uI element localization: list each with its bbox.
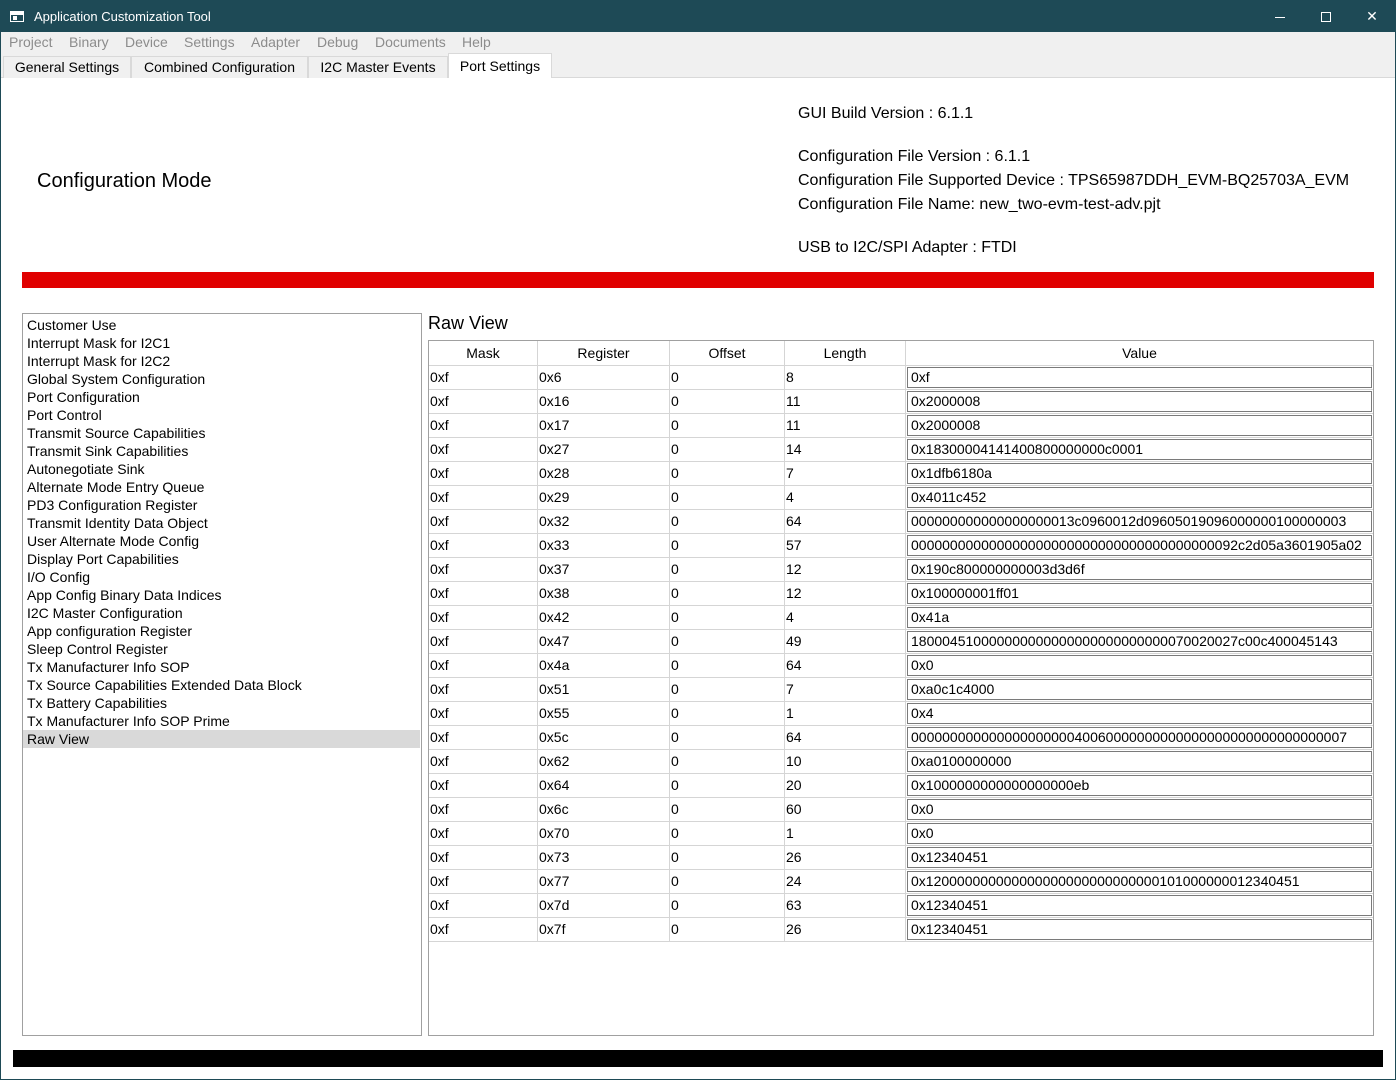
register-list[interactable] — [22, 313, 422, 1036]
window-title: Application Customization Tool — [34, 9, 211, 24]
value-cell — [906, 726, 1373, 750]
offset-cell: 0 — [670, 558, 785, 582]
value-input[interactable] — [907, 631, 1372, 652]
value-text: 0x12340451 — [911, 849, 989, 865]
table-row[interactable] — [429, 774, 1373, 798]
length-cell: 7 — [785, 462, 906, 486]
offset-cell: 0 — [670, 702, 785, 726]
list-item[interactable]: Interrupt Mask for I2C2 — [27, 353, 171, 369]
register-cell: 0x51 — [538, 678, 670, 702]
offset-cell: 0 — [670, 678, 785, 702]
length-cell: 60 — [785, 798, 906, 822]
value-text: 0x2000008 — [911, 393, 981, 409]
value-cell — [906, 750, 1373, 774]
length-cell: 7 — [785, 678, 906, 702]
register-cell: 0x5c — [538, 726, 670, 750]
offset-cell: 0 — [670, 582, 785, 606]
mask-cell: 0xf — [429, 798, 538, 822]
length-cell: 11 — [785, 414, 906, 438]
minimize-icon — [1275, 17, 1285, 18]
length-cell: 1 — [785, 822, 906, 846]
offset-cell: 0 — [670, 846, 785, 870]
value-cell — [906, 558, 1373, 582]
register-cell: 0x38 — [538, 582, 670, 606]
offset-cell: 0 — [670, 894, 785, 918]
mask-cell: 0xf — [429, 462, 538, 486]
length-cell: 12 — [785, 582, 906, 606]
column-header-value[interactable]: Value — [906, 341, 1373, 366]
length-cell: 49 — [785, 630, 906, 654]
port-settings-panel — [2, 78, 1395, 1079]
value-text: 000000000000000000000000000000000000000092c2d05a3601905a02 — [911, 537, 1362, 553]
table-row[interactable] — [429, 870, 1373, 894]
offset-cell: 0 — [670, 438, 785, 462]
mask-cell: 0xf — [429, 822, 538, 846]
value-text: 0x1000000000000000000eb — [911, 777, 1090, 793]
length-cell: 4 — [785, 606, 906, 630]
length-cell: 11 — [785, 390, 906, 414]
register-cell: 0x47 — [538, 630, 670, 654]
register-cell: 0x70 — [538, 822, 670, 846]
list-item[interactable]: Transmit Sink Capabilities — [27, 443, 189, 459]
close-icon: ✕ — [1366, 8, 1378, 24]
list-item[interactable]: Transmit Source Capabilities — [27, 425, 206, 441]
tab-bar — [1, 53, 1395, 78]
mask-cell: 0xf — [429, 678, 538, 702]
value-text: 0x0 — [911, 801, 934, 817]
value-cell — [906, 798, 1373, 822]
value-text: 180004510000000000000000000000000070020027c00c400045143 — [911, 633, 1338, 649]
offset-cell: 0 — [670, 750, 785, 774]
value-input[interactable] — [907, 679, 1372, 700]
register-cell: 0x4a — [538, 654, 670, 678]
adapter-info: USB to I2C/SPI Adapter : FTDI — [798, 239, 1017, 256]
value-cell — [906, 654, 1373, 678]
value-input[interactable] — [907, 607, 1372, 628]
value-cell — [906, 702, 1373, 726]
offset-cell: 0 — [670, 606, 785, 630]
offset-cell: 0 — [670, 774, 785, 798]
mask-cell: 0xf — [429, 654, 538, 678]
menu-settings[interactable]: Settings — [184, 34, 235, 50]
value-input[interactable] — [907, 415, 1372, 436]
value-cell — [906, 534, 1373, 558]
value-cell — [906, 462, 1373, 486]
menu-adapter[interactable]: Adapter — [251, 34, 301, 50]
table-row[interactable] — [429, 414, 1373, 438]
app-window-icon — [10, 11, 24, 22]
table-row[interactable] — [429, 558, 1373, 582]
list-item[interactable]: I2C Master Configuration — [27, 605, 183, 621]
register-cell: 0x73 — [538, 846, 670, 870]
value-input[interactable] — [907, 487, 1372, 508]
list-item[interactable]: Customer Use — [27, 317, 117, 333]
offset-cell: 0 — [670, 654, 785, 678]
register-cell: 0x16 — [538, 390, 670, 414]
register-cell: 0x42 — [538, 606, 670, 630]
value-input[interactable] — [907, 847, 1372, 868]
list-item[interactable]: I/O Config — [27, 569, 91, 585]
register-cell: 0x33 — [538, 534, 670, 558]
length-cell: 64 — [785, 654, 906, 678]
value-cell — [906, 846, 1373, 870]
mask-cell: 0xf — [429, 366, 538, 390]
value-cell — [906, 630, 1373, 654]
value-text: 0x41a — [911, 609, 950, 625]
register-cell: 0x77 — [538, 870, 670, 894]
register-cell: 0x62 — [538, 750, 670, 774]
list-item[interactable]: Transmit Identity Data Object — [27, 515, 208, 531]
length-cell: 64 — [785, 726, 906, 750]
register-cell: 0x32 — [538, 510, 670, 534]
register-cell: 0x6 — [538, 366, 670, 390]
table-row[interactable] — [429, 702, 1373, 726]
value-input[interactable] — [907, 511, 1372, 532]
mask-cell: 0xf — [429, 510, 538, 534]
mask-cell: 0xf — [429, 414, 538, 438]
title-bar — [1, 1, 1395, 32]
list-item[interactable]: App Config Binary Data Indices — [27, 587, 222, 603]
raw-view-title: Raw View — [428, 313, 508, 333]
column-header-length[interactable]: Length — [785, 341, 906, 366]
value-input[interactable] — [907, 799, 1372, 820]
value-text: 0x100000001ff01 — [911, 585, 1019, 601]
value-text: 0x18300004141400800000000c0001 — [911, 441, 1144, 457]
value-cell — [906, 438, 1373, 462]
tab-i2c-master-events[interactable]: I2C Master Events — [308, 56, 448, 79]
table-row[interactable] — [429, 462, 1373, 486]
column-header-mask[interactable]: Mask — [429, 341, 538, 366]
list-item[interactable]: Autonegotiate Sink — [27, 461, 145, 477]
maximize-icon — [1321, 12, 1331, 22]
table-row[interactable] — [429, 798, 1373, 822]
value-text: 0x190c800000000003d3d6f — [911, 561, 1085, 577]
raw-view-table — [428, 340, 1374, 1036]
table-row[interactable] — [429, 678, 1373, 702]
register-cell: 0x64 — [538, 774, 670, 798]
value-cell — [906, 774, 1373, 798]
offset-cell: 0 — [670, 822, 785, 846]
value-text: 0x1dfb6180a — [911, 465, 992, 481]
value-input[interactable] — [907, 703, 1372, 724]
tab-combined-configuration[interactable]: Combined Configuration — [131, 56, 308, 79]
mask-cell: 0xf — [429, 438, 538, 462]
list-item[interactable]: Interrupt Mask for I2C1 — [27, 335, 171, 351]
list-item[interactable]: Global System Configuration — [27, 371, 206, 387]
menu-documents[interactable]: Documents — [375, 34, 446, 50]
value-text: 000000000000000000013c0960012d09605019096000000100000003 — [911, 513, 1347, 529]
list-item[interactable]: Alternate Mode Entry Queue — [27, 479, 205, 495]
value-text: 0x2000008 — [911, 417, 981, 433]
offset-cell: 0 — [670, 534, 785, 558]
value-input[interactable] — [907, 439, 1372, 460]
value-input[interactable] — [907, 535, 1372, 556]
table-row[interactable] — [429, 750, 1373, 774]
value-input[interactable] — [907, 871, 1372, 892]
list-item[interactable]: PD3 Configuration Register — [27, 497, 198, 513]
menu-project[interactable]: Project — [9, 34, 53, 50]
list-item[interactable]: Tx Manufacturer Info SOP — [27, 659, 190, 675]
value-input[interactable] — [907, 655, 1372, 676]
table-header — [429, 341, 1373, 366]
table-row[interactable] — [429, 654, 1373, 678]
length-cell: 4 — [785, 486, 906, 510]
list-item[interactable]: Tx Battery Capabilities — [27, 695, 168, 711]
mask-cell: 0xf — [429, 558, 538, 582]
length-cell: 10 — [785, 750, 906, 774]
mask-cell: 0xf — [429, 894, 538, 918]
mask-cell: 0xf — [429, 630, 538, 654]
value-input[interactable] — [907, 919, 1372, 940]
mask-cell: 0xf — [429, 846, 538, 870]
value-text: 0x4011c452 — [911, 489, 987, 505]
config-file-version: Configuration File Version : 6.1.1 — [798, 148, 1031, 165]
list-item[interactable]: Display Port Capabilities — [27, 551, 179, 567]
minimize-button[interactable] — [1257, 1, 1303, 32]
length-cell: 1 — [785, 702, 906, 726]
value-cell — [906, 414, 1373, 438]
value-text: 0xf — [911, 369, 930, 385]
list-item[interactable]: Tx Manufacturer Info SOP Prime — [27, 713, 230, 729]
value-text: 0x12340451 — [911, 921, 989, 937]
mode-indicator-bar — [22, 272, 1374, 288]
value-cell — [906, 822, 1373, 846]
register-cell: 0x29 — [538, 486, 670, 510]
value-text: 0x120000000000000000000000000000101000000012340451 — [911, 873, 1300, 889]
gui-build-version: GUI Build Version : 6.1.1 — [798, 105, 974, 122]
offset-cell: 0 — [670, 798, 785, 822]
value-cell — [906, 366, 1373, 390]
config-file-name: Configuration File Name: new_two-evm-test-adv.pjt — [798, 196, 1161, 213]
table-row[interactable] — [429, 630, 1373, 654]
status-bar — [13, 1050, 1383, 1067]
value-cell — [906, 918, 1373, 942]
tab-general-settings[interactable]: General Settings — [3, 56, 131, 79]
menu-debug[interactable]: Debug — [317, 34, 359, 50]
offset-cell: 0 — [670, 726, 785, 750]
value-cell — [906, 486, 1373, 510]
value-text: 0x4 — [911, 705, 934, 721]
register-cell: 0x55 — [538, 702, 670, 726]
close-button[interactable] — [1349, 1, 1395, 32]
value-text: 0xa0c1c4000 — [911, 681, 995, 697]
menu-help[interactable]: Help — [462, 34, 491, 50]
length-cell: 12 — [785, 558, 906, 582]
value-cell — [906, 390, 1373, 414]
value-input[interactable] — [907, 751, 1372, 772]
offset-cell: 0 — [670, 414, 785, 438]
value-cell — [906, 582, 1373, 606]
list-item[interactable]: Raw View — [23, 730, 420, 748]
value-cell — [906, 678, 1373, 702]
length-cell: 14 — [785, 438, 906, 462]
value-cell — [906, 510, 1373, 534]
list-item[interactable]: App configuration Register — [27, 623, 192, 639]
table-row[interactable] — [429, 726, 1373, 750]
register-cell: 0x37 — [538, 558, 670, 582]
mask-cell: 0xf — [429, 726, 538, 750]
value-input[interactable] — [907, 727, 1372, 748]
value-text: 00000000000000000000040060000000000000000000000000000007 — [911, 729, 1348, 745]
value-input[interactable] — [907, 895, 1372, 916]
value-cell — [906, 606, 1373, 630]
value-input[interactable] — [907, 583, 1372, 604]
value-cell — [906, 870, 1373, 894]
length-cell: 63 — [785, 894, 906, 918]
length-cell: 64 — [785, 510, 906, 534]
offset-cell: 0 — [670, 486, 785, 510]
register-cell: 0x6c — [538, 798, 670, 822]
column-header-register[interactable]: Register — [538, 341, 670, 366]
register-cell: 0x28 — [538, 462, 670, 486]
offset-cell: 0 — [670, 918, 785, 942]
list-item[interactable]: Sleep Control Register — [27, 641, 168, 657]
table-row[interactable] — [429, 486, 1373, 510]
menu-binary[interactable]: Binary — [69, 34, 109, 50]
register-cell: 0x7d — [538, 894, 670, 918]
list-item[interactable]: Port Configuration — [27, 389, 140, 405]
table-row[interactable] — [429, 438, 1373, 462]
menu-bar — [1, 32, 1395, 53]
value-text: 0x0 — [911, 657, 934, 673]
register-cell: 0x17 — [538, 414, 670, 438]
value-input[interactable] — [907, 559, 1372, 580]
list-item[interactable]: Tx Source Capabilities Extended Data Block — [27, 677, 302, 693]
mask-cell: 0xf — [429, 870, 538, 894]
table-row[interactable] — [429, 366, 1373, 390]
value-input[interactable] — [907, 775, 1372, 796]
offset-cell: 0 — [670, 510, 785, 534]
table-row[interactable] — [429, 822, 1373, 846]
value-text: 0xa0100000000 — [911, 753, 1012, 769]
offset-cell: 0 — [670, 366, 785, 390]
mask-cell: 0xf — [429, 486, 538, 510]
table-row[interactable] — [429, 918, 1373, 942]
table-row[interactable] — [429, 510, 1373, 534]
value-input[interactable] — [907, 463, 1372, 484]
offset-cell: 0 — [670, 462, 785, 486]
table-row[interactable] — [429, 534, 1373, 558]
length-cell: 26 — [785, 918, 906, 942]
maximize-button[interactable] — [1303, 1, 1349, 32]
column-header-offset[interactable]: Offset — [670, 341, 785, 366]
length-cell: 8 — [785, 366, 906, 390]
offset-cell: 0 — [670, 390, 785, 414]
value-input[interactable] — [907, 391, 1372, 412]
mask-cell: 0xf — [429, 534, 538, 558]
mask-cell: 0xf — [429, 390, 538, 414]
list-item[interactable]: Port Control — [27, 407, 102, 423]
table-row[interactable] — [429, 846, 1373, 870]
value-input[interactable] — [907, 823, 1372, 844]
value-input[interactable] — [907, 367, 1372, 388]
value-text: 0x0 — [911, 825, 934, 841]
value-text: 0x12340451 — [911, 897, 989, 913]
table-row[interactable] — [429, 606, 1373, 630]
table-row[interactable] — [429, 894, 1373, 918]
value-cell — [906, 894, 1373, 918]
length-cell: 20 — [785, 774, 906, 798]
menu-device[interactable]: Device — [125, 34, 168, 50]
mask-cell: 0xf — [429, 582, 538, 606]
mode-title: Configuration Mode — [37, 170, 212, 192]
length-cell: 26 — [785, 846, 906, 870]
mask-cell: 0xf — [429, 750, 538, 774]
list-item[interactable]: User Alternate Mode Config — [27, 533, 199, 549]
register-cell: 0x27 — [538, 438, 670, 462]
offset-cell: 0 — [670, 630, 785, 654]
config-supported-device: Configuration File Supported Device : TPS65987DDH_EVM-BQ25703A_EVM — [798, 172, 1350, 189]
table-body — [429, 366, 1373, 942]
offset-cell: 0 — [670, 870, 785, 894]
length-cell: 57 — [785, 534, 906, 558]
mask-cell: 0xf — [429, 774, 538, 798]
register-cell: 0x7f — [538, 918, 670, 942]
table-row[interactable] — [429, 390, 1373, 414]
mask-cell: 0xf — [429, 702, 538, 726]
length-cell: 24 — [785, 870, 906, 894]
mask-cell: 0xf — [429, 918, 538, 942]
table-row[interactable] — [429, 582, 1373, 606]
tab-port-settings[interactable]: Port Settings — [448, 53, 552, 79]
mask-cell: 0xf — [429, 606, 538, 630]
